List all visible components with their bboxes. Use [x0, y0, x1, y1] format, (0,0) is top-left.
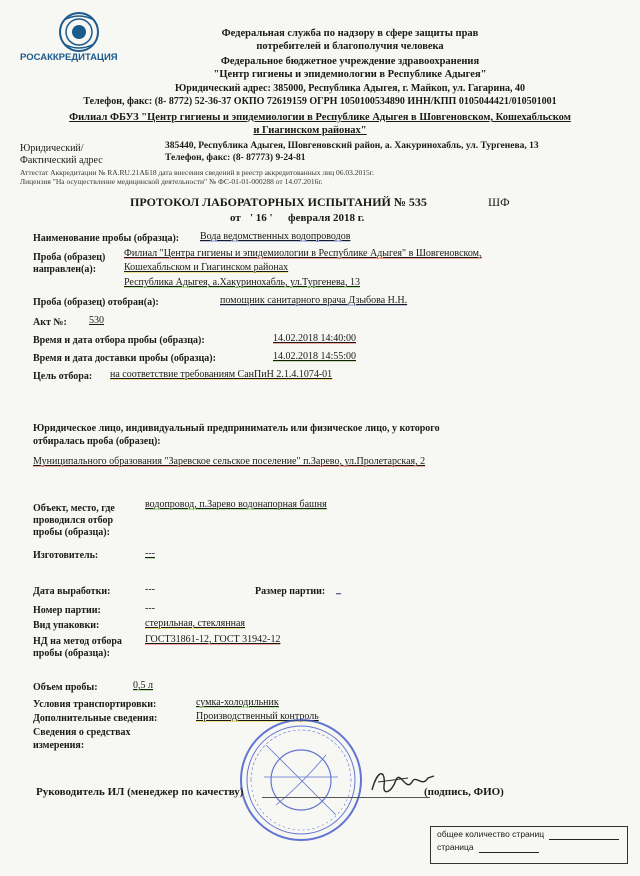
method-doc-label-line1: НД на метод отбора: [33, 636, 122, 647]
purpose-value: на соответствие требованиям СанПиН 2.1.4.1074-01: [110, 369, 333, 380]
header-phone-codes: Телефон, факс: (8- 8772) 52-36-37 ОКПО 72619159 ОГРН 1050100534890 ИНН/КПП 0105044421/010501001: [83, 96, 557, 107]
protocol-date-prefix: от: [230, 212, 241, 224]
page-count-box: [430, 826, 628, 864]
extra-info-value: Производственный контроль: [196, 711, 319, 722]
sampling-datetime-label: Время и дата отбора пробы (образца):: [33, 335, 205, 346]
total-pages-label: общее количество страниц: [437, 829, 545, 839]
entity-value: Муниципального образования "Заревское сельское поселение" п.Зарево, ул.Пролетарская, 2: [33, 456, 426, 467]
sent-by-label-line1: Проба (образец): [33, 252, 106, 263]
branch-address: 385440, Республика Адыгея, Шовгеновский район, а. Хакуринохабль, ул. Тургенева, 13: [165, 141, 539, 151]
accreditation-certificate: Аттестат Аккредитации № RA.RU.21АБ18 дата внесения сведений в реестр аккредитованных лиц 06.03.2015г.: [20, 168, 374, 177]
packaging-label: Вид упаковки:: [33, 620, 100, 631]
packaging-value: стерильная, стеклянная: [145, 618, 245, 629]
object-label-line2: проводился отбор: [33, 515, 114, 526]
measuring-tools-label-line1: Сведения о средствах: [33, 727, 131, 738]
extra-info-label: Дополнительные сведения:: [33, 713, 158, 724]
organization-stamp: [236, 715, 366, 845]
branch-title-line2: и Гиагинском районах": [253, 125, 367, 136]
method-doc-value: ГОСТ31861-12, ГОСТ 31942-12: [145, 634, 281, 645]
transport-value: сумка-холодильник: [196, 697, 279, 708]
method-doc-label-line2: пробы (образца):: [33, 648, 110, 659]
header-org-line1: Федеральное бюджетное учреждение здравоохранения: [220, 56, 480, 67]
delivery-datetime-value: 14.02.2018 14:55:00: [273, 351, 357, 362]
signature-caption: (подпись, ФИО): [424, 786, 504, 798]
branch-phone: Телефон, факс: (8- 87773) 9-24-81: [165, 153, 306, 163]
purpose-label: Цель отбора:: [33, 371, 93, 382]
protocol-date-day: ' 16 ': [250, 212, 273, 224]
entity-label-line1: Юридическое лицо, индивидуальный предприниматель или физическое лицо, у которого: [33, 423, 440, 434]
act-label: Акт №:: [33, 317, 67, 328]
batch-size-label: Размер партии:: [255, 586, 326, 597]
transport-label: Условия транспортировки:: [33, 699, 157, 710]
sent-by-value-line1: Филиал "Центра гигиены и эпидемиологии в Республике Адыгея" в Шовгеновском,: [124, 248, 482, 259]
entity-label-line2: отбиралась проба (образец):: [33, 436, 161, 447]
sent-by-value-line3: Республика Адыгея, а.Хакуринохабль, ул.Тургенева, 13: [124, 277, 360, 288]
sent-by-value-line2: Кошехабльском и Гиагинском районах: [124, 262, 289, 273]
object-label-line3: пробы (образца):: [33, 527, 110, 538]
delivery-datetime-label: Время и дата доставки пробы (образца):: [33, 353, 216, 364]
header-agency-line1: Федеральная служба по надзору в сфере защиты прав: [221, 28, 479, 39]
lab-head-label: Руководитель ИЛ (менеджер по качеству): [36, 786, 244, 798]
batch-number-label: Номер партии:: [33, 605, 101, 616]
page-blank: [479, 852, 539, 853]
total-pages-blank: [549, 839, 619, 840]
taken-by-label: Проба (образец) отобран(а):: [33, 297, 159, 308]
page-label: страница: [437, 842, 474, 852]
sample-volume-value: 0,5 л: [133, 680, 153, 691]
address-label-line1: Юридический/: [20, 143, 84, 154]
production-date-label: Дата выработки:: [33, 586, 111, 597]
sample-name-value: Вода ведомственных водопроводов: [200, 231, 351, 242]
sent-by-label-line2: направлен(а):: [33, 264, 97, 275]
taken-by-value: помощник санитарного врача Дзыбова Н.Н.: [220, 295, 408, 306]
manufacturer-value: ---: [145, 548, 155, 559]
act-value: 530: [89, 315, 104, 326]
header-org-line2: "Центр гигиены и эпидемиологии в Республике Адыгея": [213, 69, 487, 80]
object-label-line1: Объект, место, где: [33, 503, 115, 514]
branch-title-line1: Филиал ФБУЗ "Центр гигиены и эпидемиологии в Республике Адыгея в Шовгеновском, Кошехабльском: [69, 112, 571, 123]
header-agency-line2: потребителей и благополучия человека: [256, 41, 444, 52]
manufacturer-label: Изготовитель:: [33, 550, 99, 561]
batch-size-value: _: [336, 584, 341, 595]
object-value: водопровод, п.Зарево водонапорная башня: [145, 499, 327, 510]
sample-name-label: Наименование пробы (образца):: [33, 233, 180, 244]
header-legal-address: Юридический адрес: 385000, Республика Адыгея, г. Майкоп, ул. Гагарина, 40: [175, 83, 525, 94]
protocol-title: ПРОТОКОЛ ЛАБОРАТОРНЫХ ИСПЫТАНИЙ № 535: [130, 195, 427, 209]
sample-volume-label: Объем пробы:: [33, 682, 98, 693]
batch-number-value: ---: [145, 603, 155, 614]
sampling-datetime-value: 14.02.2018 14:40:00: [273, 333, 357, 344]
production-date-value: ---: [145, 584, 155, 595]
rosaccreditation-logo: [18, 10, 140, 68]
handwritten-signature: [368, 762, 438, 807]
medical-license: Лицензия "На осуществление медицинской деятельности" № ФС-01-01-000288 от 14.07.2016г.: [20, 177, 323, 186]
address-label-line2: Фактический адрес: [20, 155, 103, 166]
logo-text: РОСАККРЕДИТАЦИЯ: [20, 52, 118, 63]
measuring-tools-label-line2: измерения:: [33, 740, 85, 751]
protocol-date-month-year: февраля 2018 г.: [288, 212, 365, 224]
protocol-suffix: ШФ: [488, 195, 510, 209]
